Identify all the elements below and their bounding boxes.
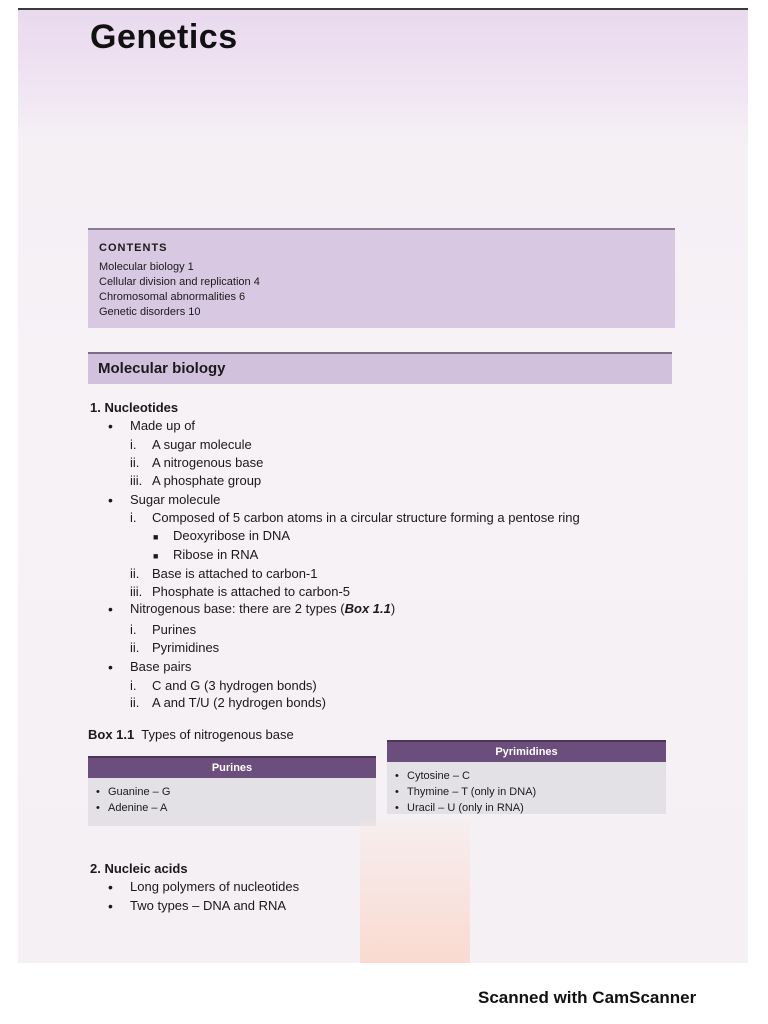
box-caption: Types of nitrogenous base	[141, 727, 294, 742]
pyrimidines-list	[387, 762, 666, 816]
contents-item: Molecular biology 1	[99, 261, 194, 273]
pyrimidines-box	[387, 740, 666, 814]
nitro-end: )	[390, 601, 396, 616]
section-title: Molecular biology	[98, 360, 226, 377]
base-pairs: • Base pairs	[130, 658, 191, 676]
list-item: A and T/U (2 hydrogen bonds)	[152, 695, 326, 710]
list-num: ii.	[130, 695, 140, 710]
list-num: i.	[130, 437, 137, 452]
list-item: C and G (3 hydrogen bonds)	[152, 678, 317, 693]
purines-heading: Purines	[88, 756, 376, 778]
scanner-watermark: Scanned with CamScanner	[478, 988, 697, 1007]
contents-list	[99, 260, 260, 320]
list-item: Base is attached to carbon-1	[152, 566, 318, 581]
nucleic-item: • Two types – DNA and RNA	[130, 897, 286, 915]
box-reference: Box 1.1	[344, 601, 391, 616]
sugar-molecule: • Sugar molecule	[130, 491, 220, 509]
box-label: Box 1.1	[88, 727, 135, 742]
list-item: Purines	[152, 622, 197, 637]
list-num: ii.	[130, 640, 140, 655]
purine-item: • Guanine – G	[96, 784, 376, 800]
list-item: Phosphate is attached to carbon-5	[152, 584, 351, 599]
contents-heading: CONTENTS	[99, 242, 168, 254]
contents-box	[88, 228, 675, 328]
nucleic-item: • Long polymers of nucleotides	[130, 878, 299, 896]
nucleotides-heading: 1. Nucleotides	[90, 400, 179, 415]
nitrogenous-base	[130, 600, 395, 618]
purines-box	[88, 756, 376, 826]
ribose-item: ■ Ribose in RNA	[173, 546, 258, 564]
nitro-text: Nitrogenous base: there are 2 types (	[130, 601, 345, 616]
purine-item: • Adenine – A	[96, 800, 376, 816]
list-item: A sugar molecule	[152, 437, 252, 452]
list-item: Composed of 5 carbon atoms in a circular structure forming a pentose ring	[152, 510, 580, 525]
nucleic-heading: 2. Nucleic acids	[90, 861, 188, 876]
box-title	[88, 727, 294, 742]
deoxyribose-item: ■ Deoxyribose in DNA	[173, 527, 290, 545]
lighting-stain	[360, 820, 470, 963]
pyrimidine-item: • Thymine – T (only in DNA)	[395, 784, 666, 800]
list-item: A phosphate group	[152, 473, 262, 488]
pyrimidine-item: • Uracil – U (only in RNA)	[395, 800, 666, 816]
contents-item: Cellular division and replication 4	[99, 276, 260, 288]
list-num: i.	[130, 510, 137, 525]
list-num: ii.	[130, 455, 140, 470]
list-item: Pyrimidines	[152, 640, 220, 655]
contents-item: Genetic disorders 10	[99, 306, 201, 318]
made-up-of: • Made up of	[130, 417, 195, 435]
contents-item: Chromosomal abnormalities 6	[99, 291, 246, 303]
list-num: i.	[130, 678, 137, 693]
list-item: A nitrogenous base	[152, 455, 264, 470]
list-num: iii.	[130, 584, 143, 599]
page-title: Genetics	[90, 18, 238, 56]
list-num: ii.	[130, 566, 140, 581]
list-num: i.	[130, 622, 137, 637]
purines-list	[88, 778, 376, 816]
top-rule	[18, 8, 748, 10]
list-num: iii.	[130, 473, 143, 488]
pyrimidine-item: • Cytosine – C	[395, 768, 666, 784]
pyrimidines-heading: Pyrimidines	[387, 740, 666, 762]
section-header	[88, 352, 672, 384]
